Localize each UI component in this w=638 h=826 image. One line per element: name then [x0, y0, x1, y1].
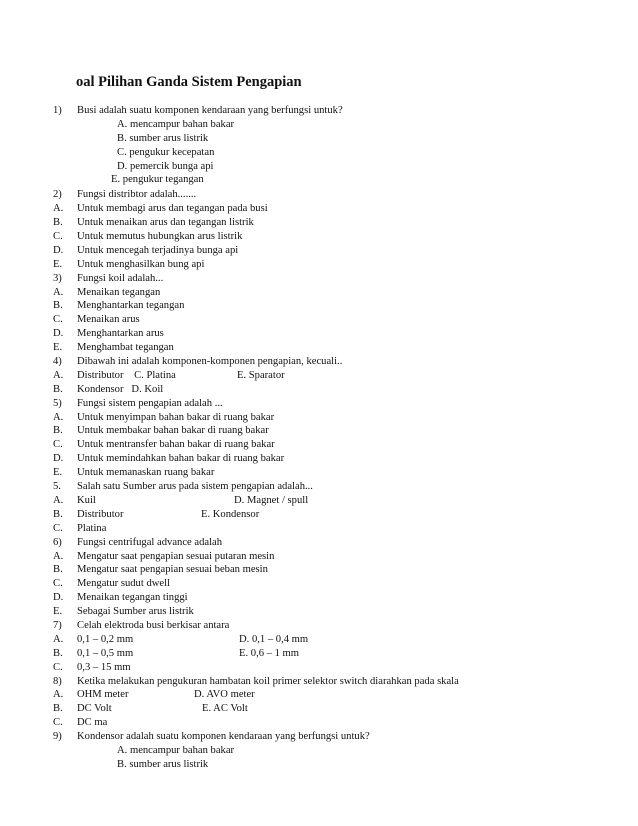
- question-line: [53, 563, 623, 577]
- item-text: Dibawah ini adalah komponen-komponen pengapian, kecuali..: [77, 356, 343, 368]
- item-text: DC ma: [77, 717, 108, 729]
- item-text-second-option: E. Kondensor: [201, 508, 260, 520]
- question-line: [53, 647, 623, 661]
- item-text: Untuk mentransfer bahan bakar di ruang bakar: [77, 439, 275, 451]
- question-line: [53, 591, 623, 605]
- item-text: Menaikan arus: [77, 314, 140, 326]
- item-text: Untuk mencegah terjadinya bunga api: [77, 244, 239, 256]
- item-label: 8): [53, 675, 62, 687]
- question-line: [53, 605, 623, 619]
- question-line: [53, 383, 623, 397]
- item-text: 0,3 – 15 mm: [77, 661, 131, 673]
- question-line: [53, 230, 623, 244]
- question-line: [53, 327, 623, 341]
- item-label: 6): [53, 536, 62, 548]
- item-text: Untuk membagi arus dan tegangan pada busi: [77, 203, 268, 215]
- question-line: [53, 146, 623, 160]
- item-text: Fungsi distribtor adalah.......: [77, 189, 197, 201]
- question-line: [53, 619, 623, 633]
- item-label: D.: [53, 328, 64, 340]
- item-text-second-option: E. Sparator: [237, 369, 285, 381]
- item-label: 1): [53, 105, 62, 116]
- item-text: C. pengukur kecepatan: [117, 146, 215, 158]
- question-line: [53, 577, 623, 591]
- item-label: B.: [53, 508, 63, 520]
- item-label: C.: [53, 439, 63, 451]
- item-text: Fungsi koil adalah...: [77, 272, 164, 284]
- item-text: Untuk menaikan arus dan tegangan listrik: [77, 217, 254, 229]
- item-text: Distributor C. Platina: [77, 369, 176, 381]
- item-text: Distributor: [77, 508, 124, 520]
- item-text: A. mencampur bahan bakar: [117, 744, 235, 756]
- item-text: Busi adalah suatu komponen kendaraan yang berfungsi untuk?: [77, 105, 343, 116]
- item-text: Fungsi centrifugal advance adalah: [77, 536, 223, 548]
- question-line: [53, 758, 623, 772]
- item-text-second-option: E. 0,6 – 1 mm: [239, 647, 300, 659]
- question-line: [53, 744, 623, 758]
- item-label: E.: [53, 467, 63, 479]
- question-line: [53, 244, 623, 258]
- question-line: [53, 258, 623, 272]
- item-text: E. pengukur tegangan: [111, 174, 204, 186]
- item-text: Menghantarkan tegangan: [77, 300, 185, 312]
- item-label: C.: [53, 231, 63, 243]
- question-line: [53, 494, 623, 508]
- item-label: E.: [53, 258, 63, 270]
- question-line: [53, 216, 623, 230]
- question-line: [53, 480, 623, 494]
- question-line: [53, 397, 623, 411]
- item-label: C.: [53, 717, 63, 729]
- question-line: [53, 702, 623, 716]
- question-line: [53, 633, 623, 647]
- item-label: B.: [53, 217, 63, 229]
- item-label: 9): [53, 731, 62, 743]
- question-line: [53, 132, 623, 146]
- item-label: 3): [53, 272, 62, 284]
- item-text: Menaikan tegangan: [77, 286, 161, 298]
- item-text: Menghantarkan arus: [77, 328, 164, 340]
- item-text: Untuk memindahkan bahan bakar di ruang bakar: [77, 453, 285, 465]
- question-line: [53, 369, 623, 383]
- item-label: B.: [53, 300, 63, 312]
- question-line: [53, 341, 623, 355]
- question-line: [53, 411, 623, 425]
- item-text: Celah elektroda busi berkisar antara: [77, 619, 230, 631]
- document-title: oal Pilihan Ganda Sistem Pengapian: [76, 74, 302, 90]
- question-line: [53, 188, 623, 202]
- item-text: Mengatur sudut dwell: [77, 578, 170, 590]
- item-text: Untuk memutus hubungkan arus listrik: [77, 231, 243, 243]
- item-label: A.: [53, 689, 64, 701]
- question-line: [53, 716, 623, 730]
- item-text-second-option: D. Magnet / spull: [234, 494, 309, 506]
- item-text: Untuk menyimpan bahan bakar di ruang bakar: [77, 411, 275, 423]
- question-line: [53, 424, 623, 438]
- item-label: B.: [53, 383, 63, 395]
- item-text-second-option: D. AVO meter: [194, 689, 255, 701]
- item-label: D.: [53, 244, 64, 256]
- question-line: [53, 536, 623, 550]
- question-line: [53, 202, 623, 216]
- item-text: B. sumber arus listrik: [117, 758, 209, 770]
- item-label: C.: [53, 522, 63, 534]
- item-text: Sebagai Sumber arus listrik: [77, 606, 194, 618]
- question-line: [53, 313, 623, 327]
- item-label: A.: [53, 411, 64, 423]
- item-label: 5.: [53, 481, 61, 493]
- item-label: 2): [53, 189, 62, 201]
- item-label: 4): [53, 356, 62, 368]
- item-text: Platina: [77, 522, 107, 534]
- item-label: C.: [53, 578, 63, 590]
- item-label: B.: [53, 425, 63, 437]
- question-list: [53, 104, 623, 772]
- item-label: B.: [53, 564, 63, 576]
- question-line: [53, 299, 623, 313]
- item-text: Kondensor D. Koil: [77, 383, 164, 395]
- item-label: C.: [53, 314, 63, 326]
- item-text: Salah satu Sumber arus pada sistem pengapian adalah...: [77, 481, 313, 493]
- item-text: D. pemercik bunga api: [117, 160, 214, 172]
- item-text: Fungsi sistem pengapian adalah ...: [77, 397, 223, 409]
- item-text: Ketika melakukan pengukuran hambatan koil primer selektor switch diarahkan pada skala: [77, 675, 459, 687]
- question-line: [53, 355, 623, 369]
- item-text: Menaikan tegangan tinggi: [77, 592, 188, 604]
- item-label: D.: [53, 592, 64, 604]
- question-line: [53, 272, 623, 286]
- item-label: D.: [53, 453, 64, 465]
- question-line: [53, 522, 623, 536]
- question-line: [53, 118, 623, 132]
- item-label: 7): [53, 619, 62, 631]
- item-label: A.: [53, 369, 64, 381]
- item-label: A.: [53, 286, 64, 298]
- item-label: 5): [53, 397, 62, 409]
- question-line: [53, 508, 623, 522]
- question-line: [53, 675, 623, 689]
- item-text: 0,1 – 0,5 mm: [77, 647, 134, 659]
- item-text: A. mencampur bahan bakar: [117, 118, 235, 130]
- item-text: OHM meter: [77, 689, 129, 701]
- question-line: [53, 661, 623, 675]
- question-line: [53, 286, 623, 300]
- item-text: 0,1 – 0,2 mm: [77, 633, 134, 645]
- item-label: A.: [53, 203, 64, 215]
- question-line: [53, 173, 623, 187]
- question-line: [53, 550, 623, 564]
- item-text: Untuk membakar bahan bakar di ruang bakar: [77, 425, 269, 437]
- item-text: Untuk menghasilkan bung api: [77, 258, 205, 270]
- question-line: [53, 160, 623, 174]
- item-label: C.: [53, 661, 63, 673]
- question-line: [53, 452, 623, 466]
- question-line: [53, 438, 623, 452]
- question-line: [53, 688, 623, 702]
- question-line: [53, 730, 623, 744]
- item-text: Mengatur saat pengapian sesuai beban mesin: [77, 564, 268, 576]
- item-text: Kuil: [77, 494, 96, 506]
- item-label: E.: [53, 342, 63, 354]
- item-text: DC Volt: [77, 703, 112, 715]
- item-label: A.: [53, 550, 64, 562]
- item-text: Untuk memanaskan ruang bakar: [77, 467, 215, 479]
- item-label: B.: [53, 703, 63, 715]
- item-text: B. sumber arus listrik: [117, 132, 209, 144]
- item-text: Menghambat tegangan: [77, 342, 174, 354]
- item-text: Kondensor adalah suatu komponen kendaraan yang berfungsi untuk?: [77, 731, 370, 743]
- item-text-second-option: D. 0,1 – 0,4 mm: [239, 633, 309, 645]
- item-text-second-option: E. AC Volt: [202, 703, 248, 715]
- item-label: E.: [53, 606, 63, 618]
- question-line: [53, 466, 623, 480]
- item-text: Mengatur saat pengapian sesuai putaran mesin: [77, 550, 275, 562]
- item-label: A.: [53, 494, 64, 506]
- item-label: B.: [53, 647, 63, 659]
- item-label: A.: [53, 633, 64, 645]
- question-line: [53, 104, 623, 118]
